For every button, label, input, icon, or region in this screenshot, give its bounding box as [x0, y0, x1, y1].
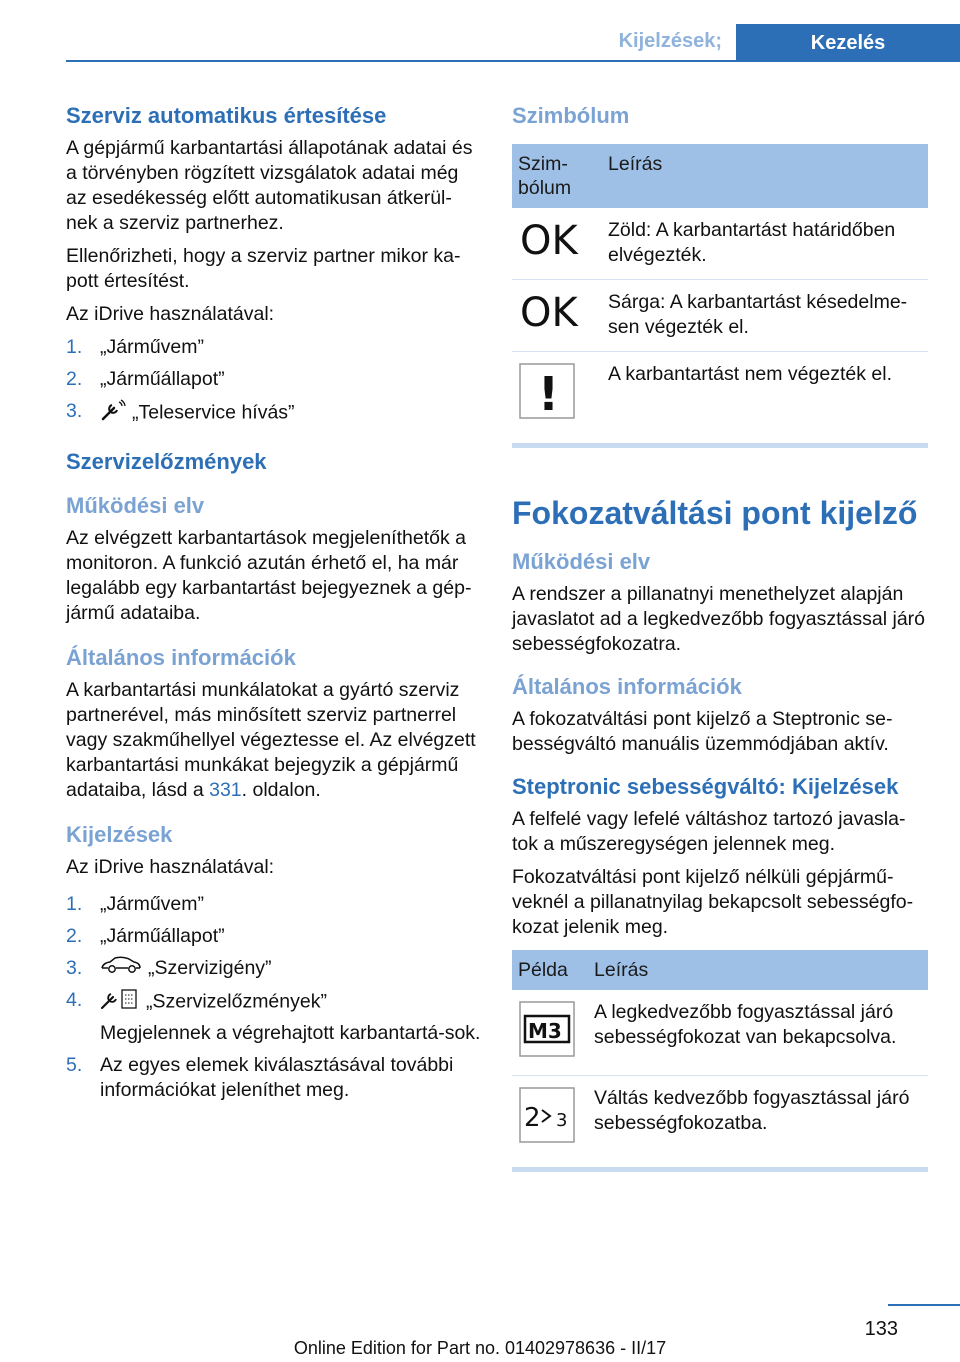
table-row: [512, 1076, 928, 1162]
section-tab-active: Kezelés: [736, 24, 960, 62]
breadcrumb: Kijelzések;: [618, 30, 722, 52]
table-cell: Váltás kedvezőbb fogyasztással járó sebességfokozatba.: [594, 1087, 910, 1134]
table-cell: A karbantartást nem végezték el.: [608, 363, 892, 385]
paragraph: A rendszer a pillanatnyi menethelyzet alapján javaslatot ad a legkedvezőbb fogyasztással járó sebességfokozatra.: [512, 583, 926, 655]
list-text: „Járművem”: [100, 336, 205, 358]
col-header-description: Leírás: [602, 144, 928, 208]
list-number: 2.: [66, 925, 83, 947]
table-row: [512, 990, 928, 1076]
list-number: 4.: [66, 989, 83, 1012]
list-number: 3.: [66, 400, 83, 422]
table-cell: Zöld: A karbantartást határidőben elvégezték.: [602, 208, 928, 280]
list-item: [66, 335, 482, 360]
list-item: [66, 956, 482, 981]
page-number: 133: [864, 1318, 898, 1340]
paragraph: Fokozatváltási pont kijelző nélküli gépjármű-veknél a pillanatnyilag bekapcsolt sebességfo-kozat jelenik meg.: [512, 866, 914, 938]
col-header-example: Példa: [512, 950, 588, 990]
gear-m3-icon: [512, 990, 588, 1076]
svg-text:OK: OK: [520, 290, 578, 334]
heading-shift-point-indicator: Fokozatváltási pont kijelző: [512, 495, 918, 531]
list-number: 3.: [66, 957, 83, 979]
table-row: [512, 280, 928, 352]
list-text: Az egyes elemek kiválasztásával további információkat jeleníthet meg.: [100, 1054, 454, 1102]
list-item: [66, 399, 482, 428]
car-icon: [100, 956, 142, 981]
table-end-rule: [512, 1167, 928, 1172]
list-text: „Teleservice hívás”: [132, 401, 295, 424]
paragraph: A felfelé vagy lefelé váltáshoz tartozó javasla-tok a műszeregységen jelennek meg.: [512, 808, 906, 855]
heading-general-info: Általános információk: [512, 674, 742, 699]
list-subtext: Megjelennek a végrehajtott karbantartá-sok.: [100, 1022, 481, 1045]
steps-list-2: [66, 892, 482, 1103]
exclamation-icon: [512, 352, 602, 438]
list-text: „Járművem”: [100, 893, 205, 915]
col-header-symbol: Szim-bólum: [512, 144, 602, 208]
right-column: [512, 102, 928, 1172]
header-rule: [66, 60, 960, 62]
heading-operating-principle: Működési elv: [512, 549, 651, 574]
list-item: [66, 924, 482, 949]
paragraph: Az elvégzett karbantartások megjeleníthetők a monitoron. A funkció azután érhető el, ha már legalább egy karbantartást bejegyeznek a gép-jármű adataiba.: [66, 527, 472, 624]
svg-text:M3: M3: [528, 1019, 562, 1043]
wrench-signal-icon: [100, 399, 126, 428]
list-item: [66, 367, 482, 392]
heading-symbol: Szimbólum: [512, 103, 630, 128]
col-header-description: Leírás: [588, 950, 928, 990]
heading-general-info: Általános információk: [66, 645, 296, 670]
left-column: [66, 102, 482, 1110]
example-table: [512, 950, 928, 1161]
paragraph: Az iDrive használatával:: [66, 303, 275, 325]
list-text: „Szervizigény”: [148, 957, 272, 979]
list-text: „Szervizelőzmények”: [146, 991, 327, 1013]
paragraph: [66, 678, 482, 803]
heading-service-notification: Szerviz automatikus értesítése: [66, 103, 387, 128]
table-cell: A legkedvezőbb fogyasztással járó sebességfokozat van bekapcsolva.: [588, 990, 928, 1076]
edition-note: Online Edition for Part no. 01402978636 - II/17: [293, 1338, 667, 1358]
steps-list-1: [66, 335, 482, 428]
list-text: „Járműállapot”: [100, 925, 225, 947]
list-number: 2.: [66, 368, 83, 390]
paragraph: Az iDrive használatával:: [66, 856, 275, 878]
svg-text:!: !: [538, 367, 559, 420]
table-row: [512, 352, 928, 438]
table-end-rule: [512, 443, 928, 448]
text: A karbantartási munkálatokat a gyártó szerviz partnerével, más minősített szerviz partnerrel vagy szakműhellyel végeztesse el. Az elvégzett karbantartási munkákat bejegyzik a gépjármű adataiba, lásd a: [66, 679, 476, 801]
svg-text:2: 2: [524, 1103, 541, 1133]
heading-service-history: Szervizelőzmények: [66, 449, 267, 474]
text: . oldalon.: [241, 779, 321, 801]
footer-rule: [888, 1304, 960, 1306]
symbol-table: [512, 144, 928, 437]
heading-displays: Kijelzések: [66, 822, 173, 847]
list-number: 1.: [66, 336, 83, 358]
paragraph: A gépjármű karbantartási állapotának adatai és a törvényben rögzített vizsgálatok adatai még az esedékesség előtt automatikusan átkerül-nek a szerviz partnerhez.: [66, 137, 473, 234]
ok-green-icon: [512, 208, 602, 280]
service-history-icon: [100, 988, 140, 1017]
gear-shift-2-to-3-icon: [512, 1076, 588, 1162]
heading-operating-principle: Működési elv: [66, 493, 205, 518]
heading-steptronic-displays: Steptronic sebességváltó: Kijelzések: [512, 774, 899, 799]
list-number: 1.: [66, 893, 83, 915]
list-item: [66, 1053, 482, 1103]
list-number: 5.: [66, 1054, 83, 1077]
list-item: [66, 892, 482, 917]
running-header: [66, 24, 960, 62]
svg-text:OK: OK: [520, 218, 578, 262]
table-header-row: [512, 144, 928, 208]
ok-yellow-icon: [512, 280, 602, 352]
table-row: [512, 208, 928, 280]
list-text: „Járműállapot”: [100, 368, 225, 390]
svg-text:3: 3: [556, 1110, 568, 1131]
table-header-row: [512, 950, 928, 990]
paragraph: Ellenőrizheti, hogy a szerviz partner mikor ka-pott értesítést.: [66, 245, 461, 292]
paragraph: A fokozatváltási pont kijelző a Steptronic se-bességváltó manuális üzemmódjában aktív.: [512, 708, 893, 755]
table-cell: Sárga: A karbantartást késedelme-sen végezték el.: [602, 280, 928, 352]
page-link[interactable]: 331: [209, 779, 242, 801]
list-item: [66, 988, 482, 1046]
